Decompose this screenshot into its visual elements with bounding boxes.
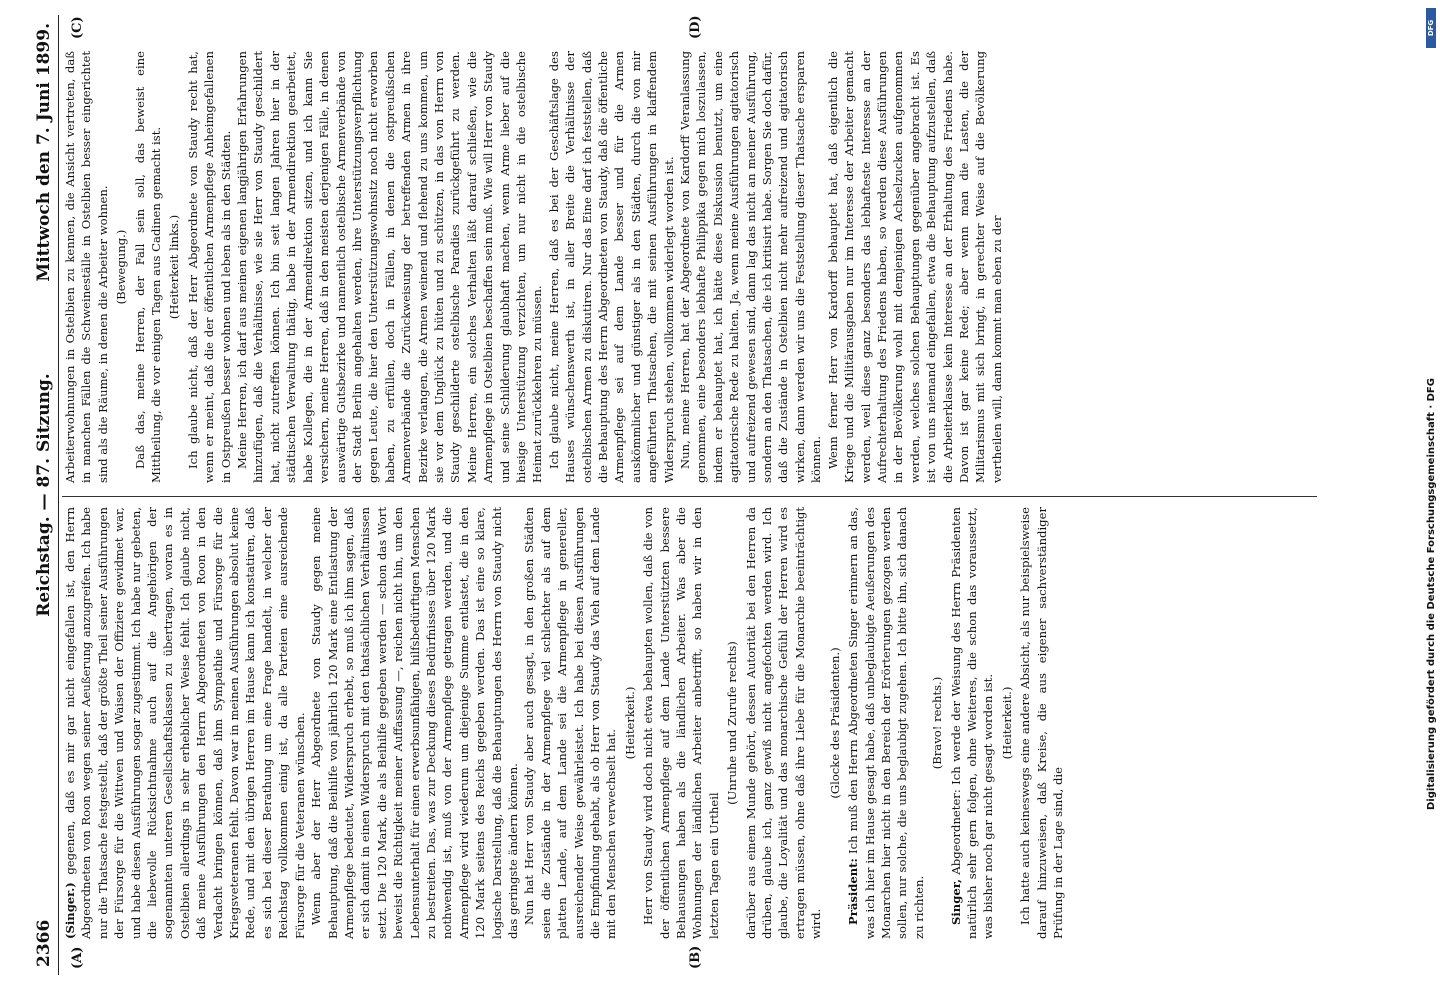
left-text-column bbox=[62, 507, 1322, 939]
stage-direction: (Heiterkeit.) bbox=[622, 686, 637, 760]
speaker-name: Singer, bbox=[948, 879, 963, 925]
paragraph bbox=[62, 507, 308, 939]
paragraph: Meine Herren, ich darf aus meinen eigenen langjährigen Erfahrungen hinzufügen, daß die Verhältnisse, wie sie Herr von Staudy geschildert hat, nicht zutreffen können. Ich bin seit langen Jahren hier in der städtischen Verwaltung thätig, habe in der Armendirektion gearbeitet, habe Kollegen, die in der Armendirektion sitzen, und ich kann Sie versichern, meine Herren, daß in den meisten derjenigen Fälle, in denen auswärtige Gutsbezirke und namentlich ostelbische Armenverbände von der Stadt Berlin angehalten werden, ihre Unterstützungsverpflichtung gegen Leute, die hier den Unterstützungswohnsitz noch nicht erworben haben, zu erfüllen, doch in Fällen, in denen die ostpreußischen Armenverbände die Zurückweisung der betreffenden Armen in ihre Bezirke verlangen, die Armen weinend und flehend zu uns kommen, um sie vor dem Unglück zu hüten und zu schützen, in das von Herrn von Staudy geschilderte ostelbische Paradies zurückgeführt zu werden. Meine Herren, ein solches Verhalten läßt darauf schließen, wie die Armenpflege in Ostelbien beschaffen sein muß. Wie will Herr von Staudy und seine Schilderung glaubhaft machen, wenn Arme lieber auf die hiesige Unterstützung verzichten, um nur nicht in die ostelbische Heimat zurückkehren zu müssen. bbox=[235, 51, 545, 483]
paragraph: Ich glaube nicht, daß der Herr Abgeordnete von Staudy recht hat, wenn er meint, daß die der öffentlichen Armenpflege Anheimgefallenen in Ostpreußen besser wohnen und leben als in den Städten. bbox=[185, 51, 233, 483]
speaker-reference: (Singer.) bbox=[63, 882, 77, 939]
paragraph-text: Abgeordneter: Ich werde der Weisung des Herrn Präsidenten natürlich sehr gern folgen, ohne Weiteres, die schon das voraussetzt, was bisher noch gar nicht gesagt worden ist. bbox=[948, 507, 996, 939]
paragraph: darüber aus einem Munde gehört, dessen Autorität bei den Herren da drüben, glaube ich, ganz gewiß nicht angefochten werden wird. Ich glaube, die Loyalität und das monarchische Gefühl der Herren wird es ertragen müssen, ohne daß ihre Liebe für die Monarchie beeinträchtigt wird. bbox=[743, 507, 824, 939]
rotated-document-page bbox=[0, 15, 1404, 975]
page-number: 2366 bbox=[34, 919, 54, 967]
stage-direction: (Heiterkeit.) bbox=[999, 686, 1014, 760]
paragraph bbox=[948, 507, 997, 939]
paragraph: Wenn ferner Herr von Kardorff behauptet hat, daß eigentlich die Kriege und die Militärausgaben nur im Interesse der Arbeiter gemacht werden, weil diese ganz besonders das lebhafteste Interesse an der Aufrechterhaltung des Friedens haben, so werden diese Ausführungen in der Bevölkerung wohl mit demjenigen Achselzucken aufgenommen werden, welches solchen Behauptungen gegenüber angebracht ist. Es ist von uns niemand eingefallen, etwa die Behauptung aufzustellen, daß die Arbeiterklasse kein Interesse an der Erhaltung des Friedens habe. Davon ist gar keine Rede; aber wenn man die Lasten, die der Militarismus mit sich bringt, in gerechter Weise auf die Bevölkerung vertheilen will, dann kommt man eben zu der bbox=[825, 51, 1004, 483]
stage-direction: (Heiterkeit links.) bbox=[167, 214, 182, 320]
stage-direction: (Bravo! rechts.) bbox=[930, 676, 945, 770]
header-rule bbox=[58, 15, 59, 975]
stage-direction: (Glocke des Präsidenten.) bbox=[827, 647, 842, 799]
paragraph bbox=[845, 507, 927, 939]
margin-marker-d: (D) bbox=[688, 15, 703, 39]
paragraph: Arbeiterwohnungen in Ostelbien zu kennen, die Ansicht vertreten, daß in manchen Fällen die Schweineställe in Ostelbien besser eingerichtet sind als die Räume, in denen die Arbeiter wohnen. bbox=[63, 51, 110, 483]
digitization-credit bbox=[1426, 10, 1440, 990]
column-divider bbox=[62, 496, 1317, 497]
stage-direction: (Bewegung.) bbox=[114, 229, 129, 305]
paragraph-text: gegenen, daß es mir gar nicht eingefallen ist, den Herrn Abgeordneten von Roon wegen seiner Aeußerung anzugreifen. Ich habe nur die Thatsache festgestellt, daß der größte Theil seiner Ausführungen der Fürsorge für die Wittwen und Waisen der Offiziere gewidmet war, und habe diesen Ausführungen sogar zugestimmt. Ich habe nur gebeten, die liebevolle Rücksichtnahme auch auf die Angehörigen der sogenannten unteren Gesellschaftsklassen zu übertragen, woran es in Ostelbien allerdings in sehr erheblicher Weise fehlt. Ich glaube nicht, daß meine Ausführungen den Herrn Abgeordneten von Roon in den Verdacht bringen können, daß ihm Sympathie und Fürsorge für die Kriegsveteranen fehlt. Davon war in meinen Ausführungen absolut keine Rede, und mit den übrigen Herren im Hause kann ich konstatiren, daß es sich bei dieser Berathung um eine Frage handelt, in welcher der Reichstag vollkommen einig ist, da alle Parteien eine ausreichende Fürsorge für die Veteranen wünschen. bbox=[63, 507, 307, 939]
right-text-column bbox=[62, 51, 1322, 483]
margin-marker-a: (A) bbox=[70, 946, 85, 969]
paragraph: Ich glaube nicht, meine Herren, daß es bei der Geschäftslage des Hauses wünschenswerth ist, in aller Breite die Verhältnisse der ostelbischen Armen zu diskutiren. Nur das Eine darf ich feststellen, daß die Behauptung des Herrn Abgeordneten von Staudy, daß die öffentliche Armenpflege sei auf dem Lande besser und für die Armen auskömmlicher und günstiger als in den Städten, durch die von mir angeführten Thatsachen, die mit seinen Ausführungen in klaffendem Widerspruch stehen, vollkommen widerlegt worden ist. bbox=[546, 51, 676, 483]
dfg-logo-text: DFG bbox=[1427, 19, 1435, 37]
margin-marker-b: (B) bbox=[688, 945, 703, 969]
stage-direction: (Unruhe und Zurufe rechts) bbox=[725, 641, 740, 805]
session-date: Mittwoch den 7. Juni 1899. bbox=[34, 23, 54, 282]
paragraph: Ich hatte auch keineswegs eine andere Absicht, als nur beispielsweise darauf hinzuweisen, daß Kreise, die aus eigener sachverständiger Prüfung in der Lage sind, die bbox=[1018, 507, 1065, 939]
paragraph: Daß das, meine Herren, der Fall sein soll, das beweist eine Mittheilung, die vor einigen Tagen aus Cadinen gemacht ist. bbox=[132, 51, 164, 483]
margin-marker-c: (C) bbox=[70, 16, 85, 39]
paragraph: Nun hat Herr von Staudy aber auch gesagt, in den großen Städten seien die Zustände in der Armenpflege viel schlechter als auf dem platten Lande, auf dem Lande sei die Armenpflege in genereller, ausreichender Weise gewährleistet. Ich habe bei diesen Ausführungen die Empfindung gehabt, als ob Herr von Staudy das Vieh auf dem Lande mit den Menschen verwechselt hat. bbox=[522, 507, 619, 939]
paragraph: Wenn aber der Herr Abgeordnete von Staudy gegen meine Behauptung, daß die Beihilfe von jährlich 120 Mark eine Entlastung der Armenpflege bedeutet, Widerspruch erhebt, so muß ich ihm sagen, daß er sich damit in einen Widerspruch mit den thatsächlichen Verhältnissen setzt. Die 120 Mark, die als Beihilfe gegeben werden — schon das Wort beweist die Richtigkeit meiner Auffassung —, reichen nicht hin, um den Lebensunterhalt für einen erwerbsunfähigen, hilfsbedürftigen Menschen zu bestreiten. Das, was zur Deckung dieses Bedürfnisses über 120 Mark nothwendig ist, muß von der Armenpflege getragen werden, und die Armenpflege wird wiederum um diejenige Summe entlastet, die in den 120 Mark seitens des Reichs gegeben werden. Das ist eine so klare, logische Darstellung, daß die Behauptungen des Herrn von Staudy nicht das geringste ändern können. bbox=[309, 507, 520, 939]
page-header bbox=[34, 15, 60, 975]
paragraph: Herr von Staudy wird doch nicht etwa behaupten wollen, daß die von der öffentlichen Armenpflege auf dem Lande Unterstützten bessere Behausungen haben als die ländlichen Arbeiter. Was aber die Wohnungen der ländlichen Arbeiter anbetrifft, so haben wir in den letzten Tagen ein Urtheil bbox=[641, 507, 721, 939]
paragraph: Nun, meine Herren, hat der Abgeordnete von Kardorff Veranlassung genommen, eine besonders lebhafte Philippika gegen mich loszulassen, indem er behauptet hat, ich hätte diese Diskussion benutzt, um eine agitatorische Rede zu halten. Ja, wenn meine Ausführungen agitatorisch und aufreizend gewesen sind, dann lag das nicht an meiner Ausführung, sondern an den Thatsachen, die ich kritisirt habe. Sorgen Sie doch dafür, daß die Zustände in Ostelbien nicht mehr aufreizend und agitatorisch wirken, dann werden wir uns die Feststellung dieser Thatsache ersparen können. bbox=[678, 51, 824, 483]
session-title: Reichstag. — 87. Sitzung. bbox=[34, 373, 54, 617]
digitization-credit-text: Digitalisierung gefördert durch die Deutsche Forschungsgemeinschaft · DFG bbox=[1426, 378, 1437, 810]
paragraph-text: Ich muß den Herrn Abgeordneten Singer erinnern an das, was ich hier im Hause gesagt habe, daß unbeglaubigte Aeußerungen des Monarchen hier nicht in den Bereich der Erörterungen gezogen werden sollen, nur solche, die uns beglaubigt zugehen. Ich bitte ihn, sich danach zu richten. bbox=[846, 506, 926, 939]
speaker-name: Präsident: bbox=[846, 858, 861, 925]
